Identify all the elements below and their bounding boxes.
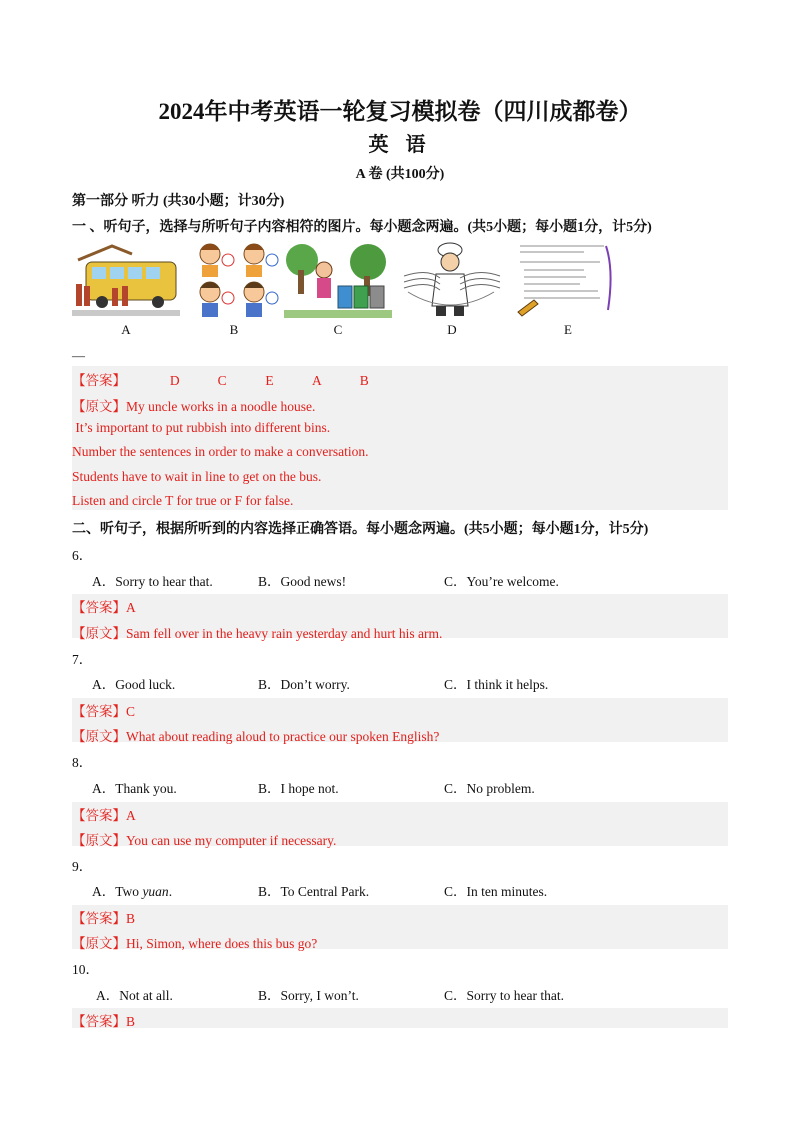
question-6-option-c: C．You’re welcome. [444,574,559,589]
answer-3: E [265,373,274,388]
worksheet-pencil-illustration [514,240,622,320]
part1-script-line-3: Number the sentences in order to make a conversation. [72,444,369,459]
question-9-script [72,932,317,952]
script-text: Hi, Simon, where does this bus go? [126,936,318,951]
answer-4: A [312,373,322,388]
answer-tag: 【答案】 [72,373,126,388]
question-8-script [72,829,336,849]
question-8-number: 8． [72,755,93,770]
q1-instructions: 一 、听句子，选择与所听句子内容相符的图片。每小题念两遍。(共5小题；每小题1分，计5分) [72,220,652,235]
bus-stop-queue-illustration [72,240,180,320]
question-9-option-b: B．To Central Park. [258,884,370,899]
answer-tag: 【答案】 [72,808,126,823]
part1-answer-row [72,369,386,389]
script-text: My uncle works in a noodle house. [126,399,316,414]
answer-tag: 【答案】 [72,911,126,926]
answer-value: C [126,704,136,719]
true-false-faces-illustration [180,240,288,320]
separator-dash: — [72,348,85,363]
subject-heading: 英 语 [368,134,432,156]
question-6-number: 6． [72,548,93,563]
answer-tag: 【答案】 [72,600,126,615]
question-9-number: 9． [72,859,93,874]
option-text: A．Two [92,884,143,899]
answer-5: B [359,373,369,388]
part2-instructions: 二、听句子，根据所听到的内容选择正确答语。每小题念两遍。(共5小题；每小题1分，计5分) [72,522,649,537]
script-tag: 【原文】 [72,833,126,848]
part1-script-line-4: Students have to wait in line to get on the bus. [72,469,322,484]
part1-script-line-5: Listen and circle T for true or F for false. [72,493,294,508]
question-7-number: 7． [72,652,93,667]
answer-tag: 【答案】 [72,1014,126,1029]
question-6-option-a: A．Sorry to hear that. [92,574,213,589]
script-tag: 【原文】 [72,626,126,641]
answer-value: A [126,600,136,615]
question-7-option-a: A．Good luck. [92,677,176,692]
question-6-script [72,622,442,642]
question-8-option-b: B．I hope not. [258,781,339,796]
question-9-option-a [92,880,172,900]
question-7-option-b: B．Don’t worry. [258,677,350,692]
question-7-script [72,725,439,745]
question-8-answer [72,804,136,824]
question-7-answer [72,700,135,720]
question-10-answer-panel [72,1008,728,1028]
script-text: You can use my computer if necessary. [126,833,337,848]
question-10-option-b: B．Sorry, I won’t. [258,988,359,1003]
question-6-option-b: B．Good news! [258,574,347,589]
question-10-number: 10． [72,962,99,977]
question-9-answer [72,907,135,927]
question-10-answer [72,1010,135,1030]
question-10-option-c: C．Sorry to hear that. [444,988,564,1003]
picture-label-d: D [447,322,457,337]
question-8-option-a: A．Thank you. [92,781,177,796]
option-currency: yuan [142,884,169,899]
picture-label-b: B [229,322,239,337]
script-tag: 【原文】 [72,399,126,414]
answer-value: B [126,911,136,926]
script-text: Sam fell over in the heavy rain yesterday and hurt his arm. [126,626,443,641]
question-10-option-a: A．Not at all. [96,988,173,1003]
question-9-option-c: C．In ten minutes. [444,884,548,899]
script-text: What about reading aloud to practice our spoken English? [126,729,440,744]
part1-script-line-2: It’s important to put rubbish into different bins. [72,420,331,435]
option-punct: . [168,884,173,899]
question-7-option-c: C．I think it helps. [444,677,549,692]
part1-title: 第一部分 听力 (共30小题；计30分) [72,194,285,209]
page-title: 2024年中考英语一轮复习模拟卷（四川成都卷） [158,99,642,124]
recycling-bins-illustration [284,240,392,320]
script-tag: 【原文】 [72,936,126,951]
part1-script-line-1 [72,395,315,415]
picture-label-a: A [121,322,131,337]
picture-label-c: C [333,322,343,337]
picture-label-e: E [564,322,572,337]
noodle-chef-illustration [398,240,506,320]
answer-value: A [126,808,136,823]
question-6-answer [72,596,136,616]
question-8-option-c: C．No problem. [444,781,535,796]
section-a-heading: A 卷 (共100分) [355,167,445,182]
answer-tag: 【答案】 [72,704,126,719]
answer-1: D [169,373,180,388]
answer-2: C [217,373,227,388]
script-tag: 【原文】 [72,729,126,744]
answer-value: B [126,1014,136,1029]
